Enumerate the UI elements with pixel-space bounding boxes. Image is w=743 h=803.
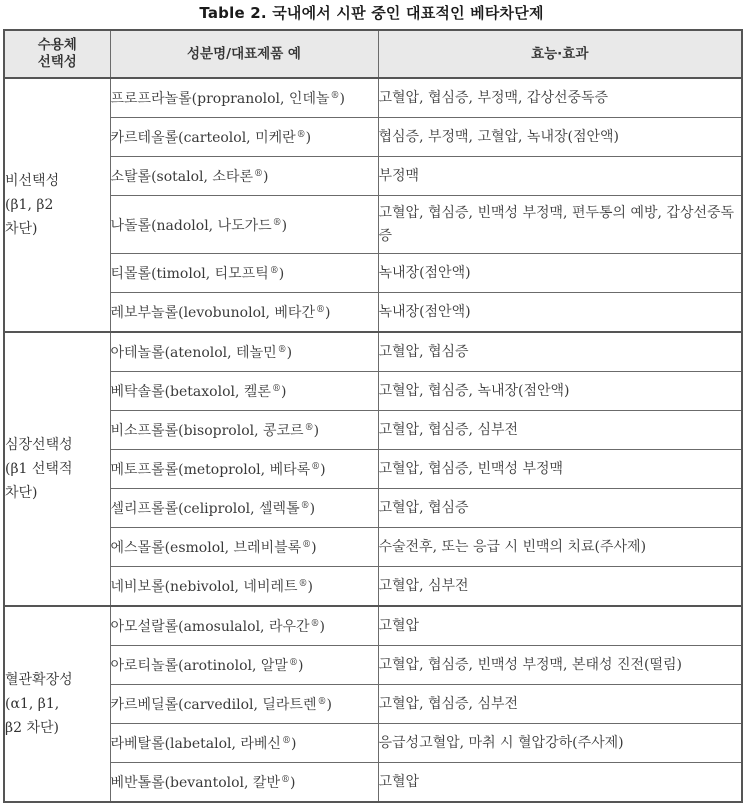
table-row <box>4 685 742 724</box>
group-label-vasodilating <box>4 606 110 802</box>
effect-cell: 고혈압, 협심증, 부정맥, 갑상선중독증 <box>378 78 742 118</box>
group-label-line: (α1, β1, <box>5 696 60 712</box>
table-row <box>4 606 742 646</box>
group-label-line: (β1 선택적 <box>5 461 73 477</box>
registered-mark: ® <box>330 91 340 101</box>
group-label-line: (β1, β2 <box>5 197 54 213</box>
registered-mark: ® <box>296 130 306 140</box>
effect-cell: 고혈압, 협심증, 심부전 <box>378 685 742 724</box>
table-row <box>4 293 742 333</box>
effect-cell: 고혈압, 협심증, 빈맥성 부정맥, 편두통의 예방, 갑상선중독증 <box>378 196 742 254</box>
drug-cell: 아테놀롤(atenolol, 테놀민®) <box>110 332 378 372</box>
effect-cell: 고혈압, 협심증, 심부전 <box>378 411 742 450</box>
header-selectivity-line1: 수용체 <box>37 37 77 53</box>
drug-cell: 프로프라놀롤(propranolol, 인데놀®) <box>110 78 378 118</box>
table-header-row <box>4 30 742 78</box>
drug-cell: 카르베딜롤(carvedilol, 딜라트렌®) <box>110 685 378 724</box>
header-selectivity <box>4 30 110 78</box>
effect-cell: 고혈압, 협심증 <box>378 489 742 528</box>
header-effect: 효능·효과 <box>378 30 742 78</box>
group-label-cardioselective <box>4 332 110 606</box>
table-row <box>4 78 742 118</box>
group-label-line: 차단) <box>5 485 38 501</box>
drug-cell: 티몰롤(timolol, 티모프틱®) <box>110 254 378 293</box>
table-row <box>4 411 742 450</box>
group-label-nonselective <box>4 78 110 332</box>
registered-mark: ® <box>277 345 287 355</box>
registered-mark: ® <box>310 619 320 629</box>
table-row <box>4 528 742 567</box>
effect-cell: 수술전후, 또는 응급 시 빈맥의 치료(주사제) <box>378 528 742 567</box>
group-label-line: 심장선택성 <box>5 437 73 453</box>
registered-mark: ® <box>288 658 298 668</box>
effect-cell: 고혈압, 협심증, 빈맥성 부정맥, 본태성 진전(떨림) <box>378 646 742 685</box>
registered-mark: ® <box>315 305 325 315</box>
group-label-line: 혈관확장성 <box>5 672 73 688</box>
table-row <box>4 724 742 763</box>
drug-cell: 네비보롤(nebivolol, 네비레트®) <box>110 567 378 607</box>
drug-cell: 소탈롤(sotalol, 소타론®) <box>110 157 378 196</box>
table-row <box>4 450 742 489</box>
registered-mark: ® <box>272 217 282 228</box>
table-row <box>4 196 742 254</box>
registered-mark: ® <box>304 423 314 433</box>
drug-cell: 카르테올롤(carteolol, 미케란®) <box>110 118 378 157</box>
drug-cell: 레보부놀롤(levobunolol, 베타간®) <box>110 293 378 333</box>
drug-cell: 라베탈롤(labetalol, 라베신®) <box>110 724 378 763</box>
table-title: Table 2. 국내에서 시판 중인 대표적인 베타차단제 <box>199 4 544 22</box>
effect-cell: 고혈압 <box>378 763 742 803</box>
registered-mark: ® <box>311 462 321 472</box>
effect-cell: 고혈압, 협심증 <box>378 332 742 372</box>
table-row <box>4 567 742 607</box>
table-row <box>4 763 742 803</box>
group-label-line: β2 차단) <box>5 720 59 736</box>
effect-cell: 고혈압 <box>378 606 742 646</box>
drug-cell: 아로티놀롤(arotinolol, 알말®) <box>110 646 378 685</box>
drug-cell: 아모설랄롤(amosulalol, 라우간®) <box>110 606 378 646</box>
registered-mark: ® <box>317 697 327 707</box>
effect-cell: 고혈압, 협심증, 녹내장(점안액) <box>378 372 742 411</box>
table-row <box>4 372 742 411</box>
group-label-line: 비선택성 <box>5 173 60 189</box>
drug-cell: 메토프롤롤(metoprolol, 베타록®) <box>110 450 378 489</box>
drug-cell: 비소프롤롤(bisoprolol, 콩코르®) <box>110 411 378 450</box>
registered-mark: ® <box>280 775 290 785</box>
effect-cell: 녹내장(점안액) <box>378 254 742 293</box>
group-label-line: 차단) <box>5 221 38 237</box>
table-row <box>4 646 742 685</box>
registered-mark: ® <box>298 579 308 589</box>
drug-cell: 베반톨롤(bevantolol, 칼반®) <box>110 763 378 803</box>
drug-cell: 에스몰롤(esmolol, 브레비블록®) <box>110 528 378 567</box>
registered-mark: ® <box>271 384 281 394</box>
beta-blocker-table <box>3 29 743 803</box>
header-drug: 성분명/대표제품 예 <box>110 30 378 78</box>
drug-cell: 나돌롤(nadolol, 나도가드®) <box>110 196 378 254</box>
header-selectivity-line2: 선택성 <box>37 54 77 70</box>
table-row <box>4 332 742 372</box>
effect-cell: 부정맥 <box>378 157 742 196</box>
table-row <box>4 118 742 157</box>
effect-cell: 응급성고혈압, 마취 시 혈압강하(주사제) <box>378 724 742 763</box>
effect-cell: 고혈압, 협심증, 빈맥성 부정맥 <box>378 450 742 489</box>
registered-mark: ® <box>300 501 310 511</box>
registered-mark: ® <box>269 266 279 276</box>
table-row <box>4 254 742 293</box>
drug-cell: 베탁솔롤(betaxolol, 켈론®) <box>110 372 378 411</box>
table-row <box>4 489 742 528</box>
table-row <box>4 157 742 196</box>
drug-cell: 셀리프롤롤(celiprolol, 셀렉톨®) <box>110 489 378 528</box>
effect-cell: 협심증, 부정맥, 고혈압, 녹내장(점안액) <box>378 118 742 157</box>
registered-mark: ® <box>281 736 291 746</box>
registered-mark: ® <box>253 169 263 179</box>
effect-cell: 녹내장(점안액) <box>378 293 742 333</box>
registered-mark: ® <box>302 540 312 550</box>
effect-cell: 고혈압, 심부전 <box>378 567 742 607</box>
